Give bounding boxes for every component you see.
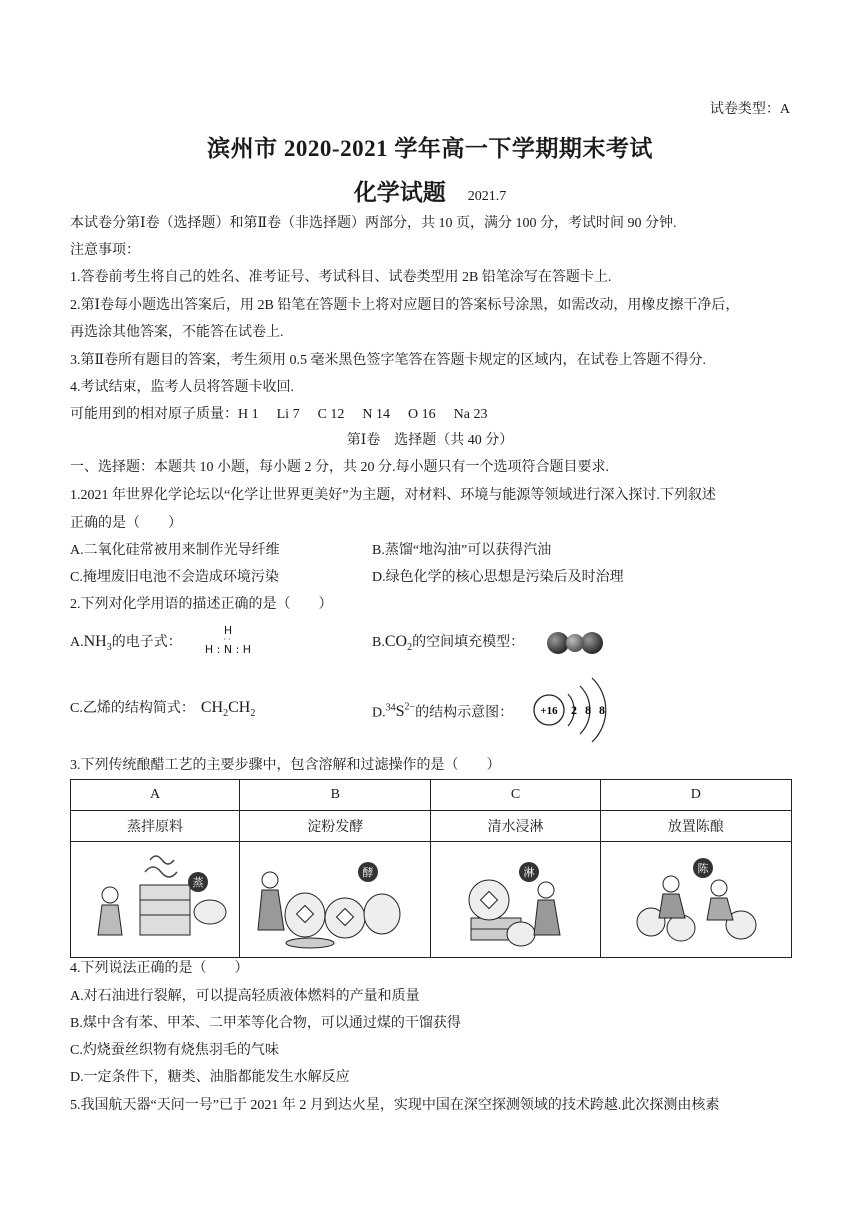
q1-option-c: C.掩埋废旧电池不会造成环境污染 bbox=[70, 570, 279, 585]
q2-option-d: $D.^{34}S^{2-}$的结构示意图： bbox=[372, 702, 514, 721]
shell-1: 2 bbox=[571, 703, 577, 717]
step-b: 淀粉发酵 bbox=[240, 811, 431, 842]
shell-2: 8 bbox=[585, 703, 591, 717]
mass-h: H 1 bbox=[238, 407, 259, 422]
shell-3: 8 bbox=[599, 703, 605, 717]
co2-space-filling-model bbox=[545, 630, 605, 656]
illustration-aging bbox=[600, 842, 791, 958]
stamp-b: 酵 bbox=[362, 865, 374, 879]
illustration-fermenting bbox=[240, 842, 431, 958]
stamp-d: 陈 bbox=[697, 861, 709, 875]
illustration-leaching bbox=[431, 842, 600, 958]
exam-date: 2021.7 bbox=[467, 189, 507, 204]
mass-n: N 14 bbox=[362, 407, 391, 422]
q2-stem: 2.下列对化学用语的描述正确的是（ ） bbox=[70, 597, 333, 612]
mass-li: Li 7 bbox=[276, 407, 300, 422]
stamp-a: 蒸 bbox=[192, 875, 204, 889]
q2-option-a: $A.NH_3$的电子式： bbox=[70, 633, 182, 654]
table-step-row bbox=[71, 811, 792, 842]
part-instruction: 一、选择题：本题共 10 小题，每小题 2 分，共 20 分.每小题只有一个选项符合题目要求. bbox=[70, 460, 609, 475]
note-2-cont: 再选涂其他答案，不能答在试卷上. bbox=[70, 325, 284, 340]
vinegar-process-table bbox=[70, 779, 792, 958]
subject-row bbox=[0, 174, 860, 207]
q1-stem: 1.2021 年世界化学论坛以“化学让世界更美好”为主题，对材料、环境与能源等领域进行深入探讨.下列叙述 bbox=[70, 488, 716, 503]
atomic-masses bbox=[70, 405, 488, 425]
note-1: 1.答卷前考生将自己的姓名、准考证号、考试科目、试卷类型用 2B 铅笔涂写在答题卡上. bbox=[70, 270, 612, 285]
mass-o: O 16 bbox=[408, 407, 436, 422]
table-illustration-row bbox=[71, 842, 792, 958]
nh3-formula: $NH_3$ bbox=[83, 633, 112, 654]
q1-stem-cont: 正确的是（ ） bbox=[70, 516, 182, 531]
q1-option-b: B.蒸馏“地沟油”可以获得汽油 bbox=[372, 543, 552, 558]
q4-option-b: B.煤中含有苯、甲苯、二甲苯等化合物，可以通过煤的干馏获得 bbox=[70, 1016, 461, 1031]
q2-option-c: C.乙烯的结构简式： $CH_2CH_2$ bbox=[70, 699, 256, 720]
col-a-header: A bbox=[71, 780, 240, 811]
mass-na: Na 23 bbox=[453, 407, 488, 422]
stamp-c: 淋 bbox=[523, 865, 534, 879]
col-b-header: B bbox=[240, 780, 431, 811]
step-d: 放置陈酿 bbox=[600, 811, 791, 842]
q1-option-a: A.二氧化硅常被用来制作光导纤维 bbox=[70, 543, 280, 558]
table-header-row bbox=[71, 780, 792, 811]
q4-stem: 4.下列说法正确的是（ ） bbox=[70, 961, 249, 976]
illustration-steaming bbox=[71, 842, 240, 958]
col-c-header: C bbox=[431, 780, 600, 811]
nh3-electron-dot: H ·· H : N : H bbox=[204, 624, 252, 656]
sulfide-ion: $S^{2-}$ bbox=[395, 702, 416, 721]
q2-option-b: $B.CO_2$的空间填充模型： bbox=[372, 633, 525, 654]
note-4: 4.考试结束，监考人员将答题卡收回. bbox=[70, 380, 294, 395]
subject-title: 化学试题 bbox=[353, 180, 446, 205]
mass-c: C 12 bbox=[317, 407, 345, 422]
col-d-header: D bbox=[600, 780, 791, 811]
q5-stem: 5.我国航天器“天问一号”已于 2021 年 2 月到达火星，实现中国在深空探测领域的技术跨越.此次探测由核素 bbox=[70, 1098, 720, 1113]
q4-option-c: C.灼烧蚕丝织物有烧焦羽毛的气味 bbox=[70, 1043, 279, 1058]
q4-option-d: D.一定条件下，糖类、油脂都能发生水解反应 bbox=[70, 1070, 350, 1085]
nucleus-charge: +16 bbox=[540, 705, 558, 717]
ethylene-formula: $CH_2CH_2$ bbox=[200, 699, 256, 720]
q3-stem: 3.下列传统酿醋工艺的主要步骤中，包含溶解和过滤操作的是（ ） bbox=[70, 758, 501, 773]
paper-type: 试卷类型：A bbox=[709, 102, 790, 117]
intro-text: 本试卷分第Ⅰ卷（选择题）和第Ⅱ卷（非选择题）两部分，共 10 页，满分 100 分，考试时间 90 分钟. bbox=[70, 216, 677, 231]
note-2: 2.第Ⅰ卷每小题选出答案后，用 2B 铅笔在答题卡上将对应题目的答案标号涂黑，如需改动，用橡皮擦干净后， bbox=[70, 298, 740, 313]
exam-title: 滨州市 2020-2021 学年高一下学期期末考试 bbox=[207, 136, 653, 161]
sulfide-structure-diagram bbox=[530, 672, 612, 748]
note-3: 3.第Ⅱ卷所有题目的答案，考生须用 0.5 毫米黑色签字笔答在答题卡规定的区域内，在试卷上答题不得分. bbox=[70, 353, 707, 368]
co2-formula: $CO_2$ bbox=[384, 633, 413, 654]
q4-option-a: A.对石油进行裂解，可以提高轻质液体燃料的产量和质量 bbox=[70, 989, 420, 1004]
notes-heading: 注意事项： bbox=[70, 243, 140, 258]
step-a: 蒸拌原料 bbox=[71, 811, 240, 842]
step-c: 清水浸淋 bbox=[431, 811, 600, 842]
q1-option-d: D.绿色化学的核心思想是污染后及时治理 bbox=[372, 570, 624, 585]
atomic-masses-label: 可能用到的相对原子质量： bbox=[70, 407, 238, 422]
section-title: 第Ⅰ卷 选择题（共 40 分） bbox=[346, 433, 514, 448]
